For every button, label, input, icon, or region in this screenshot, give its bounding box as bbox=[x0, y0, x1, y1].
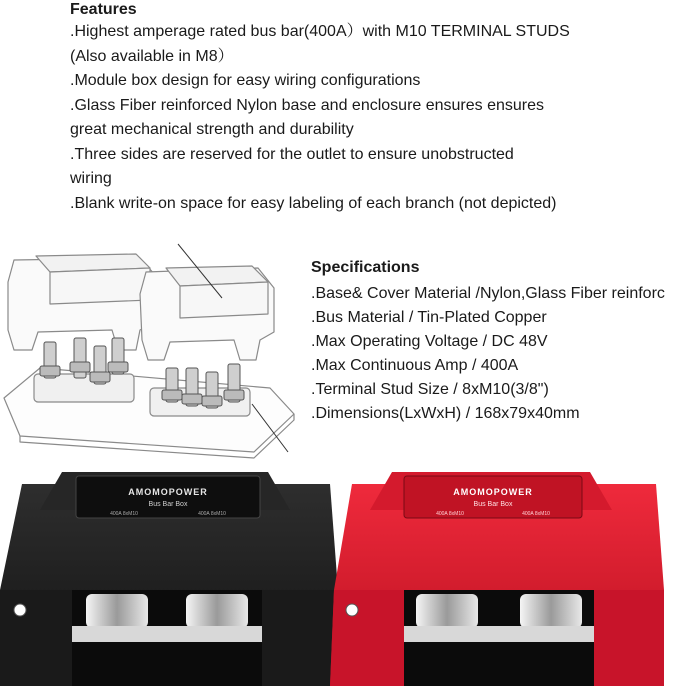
feature-line: .Blank write-on space for easy labeling of each branch (not depicted) bbox=[70, 194, 557, 212]
product-photo bbox=[0, 470, 679, 686]
feature-line: wiring bbox=[70, 170, 112, 187]
red-label-spec-left: 400A 8xM10 bbox=[436, 511, 464, 517]
spec-line: .Max Continuous Amp / 400A bbox=[311, 357, 519, 374]
spec-line: .Terminal Stud Size / 8xM10(3/8") bbox=[311, 381, 549, 398]
feature-line: great mechanical strength and durability bbox=[70, 121, 354, 138]
spec-line: .Dimensions(LxWxH) / 168x79x40mm bbox=[311, 405, 580, 422]
red-label-brand: AMOMOPOWER bbox=[453, 487, 533, 497]
feature-line: (Also available in M8） bbox=[70, 47, 234, 65]
specifications-heading: Specifications bbox=[311, 259, 420, 276]
feature-line: .Highest amperage rated bus bar(400A）with M10 TERMINAL STUDS bbox=[70, 23, 570, 40]
spec-line: .Base& Cover Material /Nylon,Glass Fiber reinforc bbox=[311, 285, 665, 302]
features-heading: Features bbox=[70, 1, 137, 18]
black-label-spec-right: 400A 8xM10 bbox=[198, 511, 226, 517]
spec-line: .Max Operating Voltage / DC 48V bbox=[311, 333, 548, 350]
red-label-spec-right: 400A 8xM10 bbox=[522, 511, 550, 517]
black-label-spec-left: 400A 8xM10 bbox=[110, 511, 138, 517]
black-label-title: Bus Bar Box bbox=[148, 501, 188, 508]
feature-line: .Three sides are reserved for the outlet to ensure unobstructed bbox=[70, 145, 514, 163]
red-label-plate bbox=[404, 476, 582, 518]
exploded-diagram bbox=[0, 238, 300, 468]
feature-line: .Module box design for easy wiring configurations bbox=[70, 72, 421, 89]
spec-line: .Bus Material / Tin-Plated Copper bbox=[311, 309, 547, 326]
features-section bbox=[70, 0, 670, 216]
black-label-brand: AMOMOPOWER bbox=[128, 487, 208, 497]
red-label-title: Bus Bar Box bbox=[473, 501, 513, 508]
feature-line: .Glass Fiber reinforced Nylon base and enclosure ensures ensures bbox=[70, 96, 545, 114]
black-label-plate bbox=[76, 476, 260, 518]
specifications-section bbox=[311, 258, 679, 426]
